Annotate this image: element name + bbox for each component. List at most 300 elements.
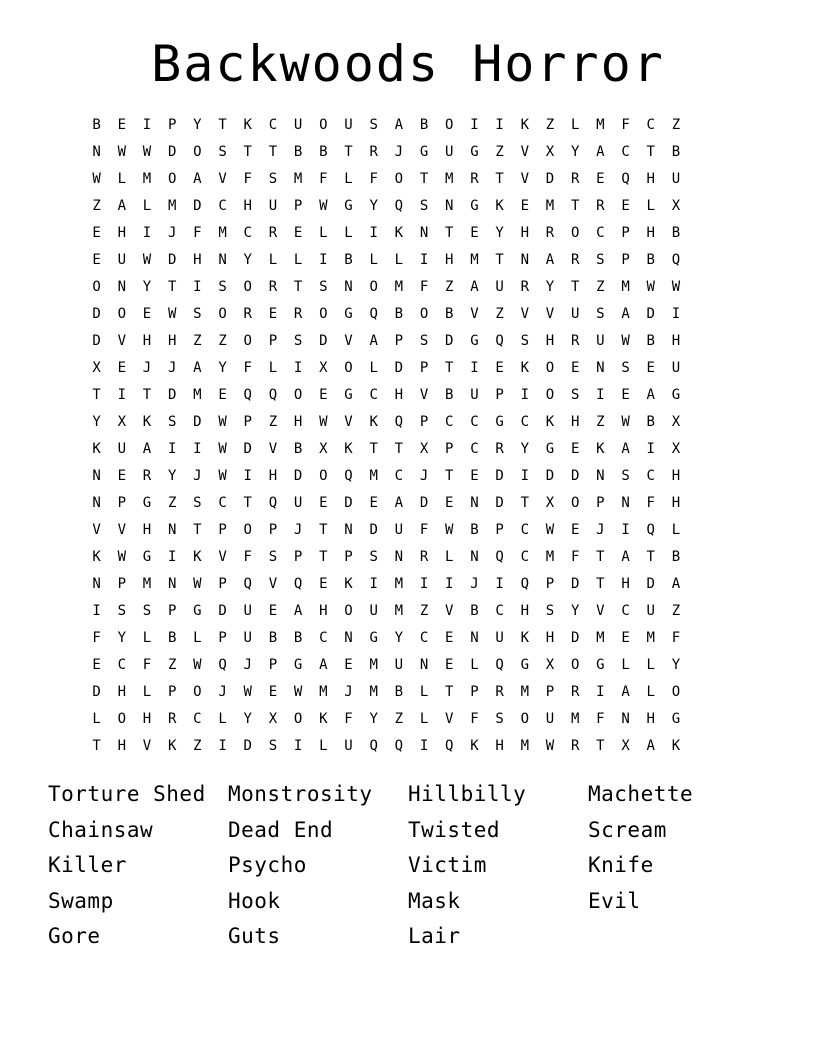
grid-letter[interactable]: B [646,414,655,430]
grid-letter[interactable]: F [92,630,101,646]
grid-letter[interactable]: P [268,522,278,538]
grid-letter[interactable]: W [445,522,454,538]
grid-letter[interactable]: N [92,576,101,592]
grid-letter[interactable]: E [268,684,278,700]
grid-letter[interactable]: U [344,117,353,133]
grid-letter[interactable]: A [621,441,630,457]
grid-letter[interactable]: W [621,414,630,430]
grid-letter[interactable]: A [117,198,126,214]
grid-letter[interactable]: I [293,360,303,376]
grid-letter[interactable]: K [92,549,101,565]
grid-letter[interactable]: V [218,171,227,187]
grid-letter[interactable]: Q [671,252,681,268]
grid-letter[interactable]: O [570,225,580,241]
grid-letter[interactable]: N [445,198,454,214]
grid-letter[interactable]: P [218,630,227,646]
grid-letter[interactable]: P [218,576,227,592]
grid-letter[interactable]: W [117,549,126,565]
grid-letter[interactable]: D [167,144,177,160]
grid-letter[interactable]: N [344,522,353,538]
grid-letter[interactable]: C [419,630,429,646]
grid-letter[interactable]: Q [394,414,404,430]
grid-letter[interactable]: I [92,603,101,619]
grid-letter[interactable]: G [344,387,353,403]
grid-letter[interactable]: B [268,630,278,646]
grid-letter[interactable]: H [142,522,152,538]
grid-letter[interactable]: J [243,657,252,673]
grid-letter[interactable]: T [419,171,429,187]
grid-letter[interactable]: M [293,171,303,187]
grid-letter[interactable]: W [92,171,101,187]
grid-letter[interactable]: N [117,279,126,295]
grid-letter[interactable]: H [394,387,404,403]
grid-letter[interactable]: H [545,630,555,646]
grid-letter[interactable]: D [394,360,404,376]
grid-letter[interactable]: D [495,495,504,511]
grid-letter[interactable]: T [646,144,655,160]
grid-letter[interactable]: K [596,441,605,457]
grid-letter[interactable]: H [445,252,454,268]
grid-letter[interactable]: M [369,657,378,673]
grid-letter[interactable]: S [520,333,529,349]
grid-letter[interactable]: U [293,495,303,511]
grid-letter[interactable]: Q [293,576,303,592]
grid-letter[interactable]: D [319,333,328,349]
grid-letter[interactable]: D [167,252,177,268]
grid-letter[interactable]: K [193,549,202,565]
grid-letter[interactable]: L [142,198,152,214]
grid-letter[interactable]: U [671,360,681,376]
grid-letter[interactable]: B [470,603,479,619]
grid-letter[interactable]: L [570,117,580,133]
grid-letter[interactable]: T [344,144,353,160]
grid-letter[interactable]: W [646,279,655,295]
grid-letter[interactable]: J [344,684,353,700]
grid-letter[interactable]: E [218,387,227,403]
grid-letter[interactable]: B [671,225,681,241]
grid-letter[interactable]: P [621,225,630,241]
grid-letter[interactable]: E [142,306,152,322]
grid-letter[interactable]: V [419,387,429,403]
grid-letter[interactable]: T [319,522,328,538]
grid-letter[interactable]: G [369,630,378,646]
grid-letter[interactable]: V [596,603,605,619]
grid-letter[interactable]: U [545,711,555,727]
grid-letter[interactable]: L [646,684,655,700]
grid-letter[interactable]: F [142,657,152,673]
grid-letter[interactable]: D [167,387,177,403]
grid-letter[interactable]: M [520,738,529,754]
grid-letter[interactable]: A [646,738,655,754]
grid-letter[interactable]: J [419,468,429,484]
grid-letter[interactable]: J [167,360,177,376]
grid-letter[interactable]: G [142,549,152,565]
grid-letter[interactable]: N [92,144,101,160]
grid-letter[interactable]: E [268,306,278,322]
grid-letter[interactable]: X [319,360,328,376]
grid-letter[interactable]: K [545,414,555,430]
grid-letter[interactable]: P [293,198,303,214]
grid-letter[interactable]: A [470,279,479,295]
grid-letter[interactable]: R [570,684,580,700]
grid-letter[interactable]: Z [193,738,202,754]
grid-letter[interactable]: L [394,252,404,268]
grid-letter[interactable]: V [92,522,101,538]
grid-letter[interactable]: Q [243,387,252,403]
grid-letter[interactable]: K [167,738,177,754]
grid-letter[interactable]: L [369,252,378,268]
grid-letter[interactable]: F [596,711,605,727]
grid-letter[interactable]: K [520,630,529,646]
grid-letter[interactable]: B [419,117,429,133]
grid-letter[interactable]: L [193,630,202,646]
grid-letter[interactable]: Q [369,306,378,322]
grid-letter[interactable]: Q [344,468,353,484]
grid-letter[interactable]: O [545,387,555,403]
grid-letter[interactable]: P [167,603,177,619]
grid-letter[interactable]: L [621,657,630,673]
grid-letter[interactable]: N [92,468,101,484]
grid-letter[interactable]: J [394,144,404,160]
grid-letter[interactable]: D [646,576,655,592]
grid-letter[interactable]: O [520,711,529,727]
grid-letter[interactable]: X [621,738,630,754]
grid-letter[interactable]: X [671,414,681,430]
grid-letter[interactable]: P [218,522,227,538]
grid-letter[interactable]: Y [545,279,555,295]
grid-letter[interactable]: W [671,279,681,295]
grid-letter[interactable]: G [520,657,529,673]
grid-letter[interactable]: Z [445,279,454,295]
grid-letter[interactable]: U [243,603,252,619]
grid-letter[interactable]: A [621,684,630,700]
grid-letter[interactable]: S [596,252,605,268]
grid-letter[interactable]: G [344,198,353,214]
grid-letter[interactable]: S [268,738,278,754]
grid-letter[interactable]: V [520,171,529,187]
grid-letter[interactable]: D [445,333,454,349]
grid-letter[interactable]: D [545,171,555,187]
grid-letter[interactable]: E [319,387,328,403]
grid-letter[interactable]: Q [495,549,504,565]
grid-letter[interactable]: C [218,198,227,214]
grid-letter[interactable]: I [167,549,177,565]
grid-letter[interactable]: O [570,495,580,511]
grid-letter[interactable]: K [344,576,353,592]
grid-letter[interactable]: U [394,522,404,538]
grid-letter[interactable]: T [92,387,101,403]
grid-letter[interactable]: K [520,360,529,376]
grid-letter[interactable]: O [671,684,681,700]
grid-letter[interactable]: Q [445,738,454,754]
grid-letter[interactable]: M [142,171,152,187]
grid-letter[interactable]: A [621,549,630,565]
grid-letter[interactable]: F [470,711,479,727]
grid-letter[interactable]: K [243,117,252,133]
grid-letter[interactable]: I [495,576,504,592]
grid-letter[interactable]: J [596,522,605,538]
grid-letter[interactable]: F [419,279,429,295]
grid-letter[interactable]: H [319,603,328,619]
grid-letter[interactable]: E [621,630,630,646]
grid-letter[interactable]: N [470,495,479,511]
grid-letter[interactable]: N [92,495,101,511]
grid-letter[interactable]: C [520,522,529,538]
grid-letter[interactable]: E [92,252,101,268]
grid-letter[interactable]: N [419,225,429,241]
grid-letter[interactable]: A [142,441,152,457]
grid-letter[interactable]: Q [369,738,378,754]
grid-letter[interactable]: E [596,171,605,187]
grid-letter[interactable]: X [92,360,101,376]
grid-letter[interactable]: A [646,387,655,403]
grid-letter[interactable]: E [319,576,328,592]
grid-letter[interactable]: N [419,657,429,673]
grid-letter[interactable]: H [142,711,152,727]
grid-letter[interactable]: L [92,711,101,727]
grid-letter[interactable]: O [319,306,328,322]
grid-letter[interactable]: E [570,441,580,457]
grid-letter[interactable]: P [495,387,504,403]
grid-letter[interactable]: M [369,684,378,700]
grid-letter[interactable]: K [495,198,504,214]
grid-letter[interactable]: P [394,333,404,349]
grid-letter[interactable]: K [92,441,101,457]
grid-letter[interactable]: W [218,414,227,430]
grid-letter[interactable]: U [646,603,655,619]
grid-letter[interactable]: Y [117,630,126,646]
grid-letter[interactable]: Y [243,711,252,727]
grid-letter[interactable]: N [596,468,605,484]
grid-letter[interactable]: H [545,333,555,349]
grid-letter[interactable]: M [394,603,404,619]
grid-letter[interactable]: G [419,144,429,160]
grid-letter[interactable]: W [142,252,152,268]
grid-letter[interactable]: B [92,117,101,133]
grid-letter[interactable]: L [268,360,278,376]
grid-letter[interactable]: M [520,684,529,700]
grid-letter[interactable]: S [142,603,152,619]
grid-letter[interactable]: M [218,225,227,241]
grid-letter[interactable]: I [419,738,429,754]
grid-letter[interactable]: M [646,630,655,646]
grid-letter[interactable]: O [193,144,202,160]
grid-letter[interactable]: H [117,684,126,700]
grid-letter[interactable]: T [570,198,580,214]
grid-letter[interactable]: B [671,144,681,160]
grid-letter[interactable]: W [142,144,152,160]
grid-letter[interactable]: O [117,711,126,727]
grid-letter[interactable]: O [344,360,353,376]
grid-letter[interactable]: O [419,306,429,322]
grid-letter[interactable]: X [545,657,555,673]
grid-letter[interactable]: L [319,738,328,754]
grid-letter[interactable]: J [193,468,202,484]
grid-letter[interactable]: P [167,684,177,700]
grid-letter[interactable]: T [369,441,378,457]
grid-letter[interactable]: L [369,360,378,376]
grid-letter[interactable]: R [495,684,504,700]
grid-letter[interactable]: D [193,414,202,430]
grid-letter[interactable]: D [495,468,504,484]
grid-letter[interactable]: L [319,225,328,241]
grid-letter[interactable]: V [117,333,126,349]
grid-letter[interactable]: W [117,144,126,160]
grid-letter[interactable]: U [596,333,605,349]
grid-letter[interactable]: P [167,117,177,133]
grid-letter[interactable]: P [621,252,630,268]
grid-letter[interactable]: D [570,468,580,484]
grid-letter[interactable]: H [243,198,252,214]
grid-letter[interactable]: E [470,225,479,241]
grid-letter[interactable]: G [671,711,681,727]
grid-letter[interactable]: L [470,657,479,673]
grid-letter[interactable]: Y [167,468,177,484]
grid-letter[interactable]: M [621,279,630,295]
grid-letter[interactable]: Z [495,306,504,322]
grid-letter[interactable]: O [293,387,303,403]
grid-letter[interactable]: I [470,360,479,376]
grid-letter[interactable]: T [445,225,454,241]
grid-letter[interactable]: H [520,225,529,241]
grid-letter[interactable]: J [142,360,152,376]
grid-letter[interactable]: N [520,252,529,268]
grid-letter[interactable]: R [268,225,278,241]
grid-letter[interactable]: O [92,279,101,295]
grid-letter[interactable]: H [193,252,202,268]
grid-letter[interactable]: Z [218,333,227,349]
grid-letter[interactable]: G [470,333,479,349]
grid-letter[interactable]: F [621,117,630,133]
grid-letter[interactable]: U [117,252,126,268]
grid-letter[interactable]: R [268,279,278,295]
grid-letter[interactable]: F [243,171,252,187]
grid-letter[interactable]: B [646,252,655,268]
grid-letter[interactable]: S [268,549,278,565]
grid-letter[interactable]: F [419,522,429,538]
grid-letter[interactable]: E [570,360,580,376]
grid-letter[interactable]: O [445,117,454,133]
grid-letter[interactable]: K [394,225,404,241]
grid-letter[interactable]: D [218,603,227,619]
grid-letter[interactable]: Z [596,279,605,295]
grid-letter[interactable]: T [218,117,227,133]
grid-letter[interactable]: F [319,171,328,187]
grid-letter[interactable]: V [218,549,227,565]
grid-letter[interactable]: T [319,549,328,565]
grid-letter[interactable]: U [117,441,126,457]
grid-letter[interactable]: N [167,576,177,592]
grid-letter[interactable]: D [646,306,655,322]
grid-letter[interactable]: R [419,549,429,565]
grid-letter[interactable]: U [344,738,353,754]
grid-letter[interactable]: I [520,387,529,403]
grid-letter[interactable]: S [369,117,378,133]
grid-letter[interactable]: H [621,576,630,592]
grid-letter[interactable]: R [470,171,479,187]
grid-letter[interactable]: H [671,495,681,511]
grid-letter[interactable]: I [142,225,152,241]
grid-letter[interactable]: L [419,684,429,700]
grid-letter[interactable]: I [495,117,504,133]
grid-letter[interactable]: D [193,198,202,214]
grid-letter[interactable]: Y [671,657,681,673]
grid-letter[interactable]: C [470,441,479,457]
grid-letter[interactable]: P [419,414,429,430]
grid-letter[interactable]: S [545,603,555,619]
grid-letter[interactable]: Q [268,495,278,511]
grid-letter[interactable]: E [621,198,630,214]
grid-letter[interactable]: R [570,252,580,268]
grid-letter[interactable]: C [218,495,227,511]
grid-letter[interactable]: Y [570,144,580,160]
grid-letter[interactable]: W [193,576,202,592]
grid-letter[interactable]: P [117,495,126,511]
grid-letter[interactable]: R [596,198,605,214]
grid-letter[interactable]: J [218,684,227,700]
grid-letter[interactable]: D [545,468,555,484]
grid-letter[interactable]: E [495,360,504,376]
grid-letter[interactable]: D [92,306,101,322]
grid-letter[interactable]: I [218,738,227,754]
grid-letter[interactable]: S [167,414,177,430]
grid-letter[interactable]: V [445,711,454,727]
grid-letter[interactable]: P [545,576,555,592]
grid-letter[interactable]: C [394,468,404,484]
grid-letter[interactable]: V [344,414,353,430]
grid-letter[interactable]: Z [92,198,101,214]
grid-letter[interactable]: L [218,711,227,727]
grid-letter[interactable]: T [445,468,454,484]
grid-letter[interactable]: P [293,549,303,565]
grid-letter[interactable]: T [570,279,580,295]
grid-letter[interactable]: W [167,306,177,322]
grid-letter[interactable]: T [596,576,605,592]
grid-letter[interactable]: Z [167,657,177,673]
grid-letter[interactable]: P [495,522,504,538]
grid-letter[interactable]: S [218,279,227,295]
grid-letter[interactable]: H [570,414,580,430]
grid-letter[interactable]: X [545,495,555,511]
grid-letter[interactable]: U [470,387,479,403]
grid-letter[interactable]: Y [193,117,202,133]
grid-letter[interactable]: L [419,711,429,727]
grid-letter[interactable]: Q [394,738,404,754]
grid-letter[interactable]: P [419,360,429,376]
grid-letter[interactable]: F [671,630,681,646]
grid-letter[interactable]: T [92,738,101,754]
grid-letter[interactable]: T [243,144,252,160]
grid-letter[interactable]: C [445,414,454,430]
grid-letter[interactable]: L [646,657,655,673]
grid-letter[interactable]: U [293,117,303,133]
grid-letter[interactable]: W [319,414,328,430]
grid-letter[interactable]: H [671,468,681,484]
grid-letter[interactable]: N [344,279,353,295]
grid-letter[interactable]: W [545,738,555,754]
grid-letter[interactable]: R [167,711,177,727]
grid-letter[interactable]: H [117,225,126,241]
grid-letter[interactable]: A [671,576,681,592]
grid-letter[interactable]: L [268,252,278,268]
grid-letter[interactable]: Z [167,495,177,511]
grid-letter[interactable]: Y [218,360,227,376]
grid-letter[interactable]: U [570,306,580,322]
grid-letter[interactable]: I [117,387,126,403]
grid-letter[interactable]: V [268,576,278,592]
grid-letter[interactable]: T [167,279,177,295]
grid-letter[interactable]: V [545,306,555,322]
